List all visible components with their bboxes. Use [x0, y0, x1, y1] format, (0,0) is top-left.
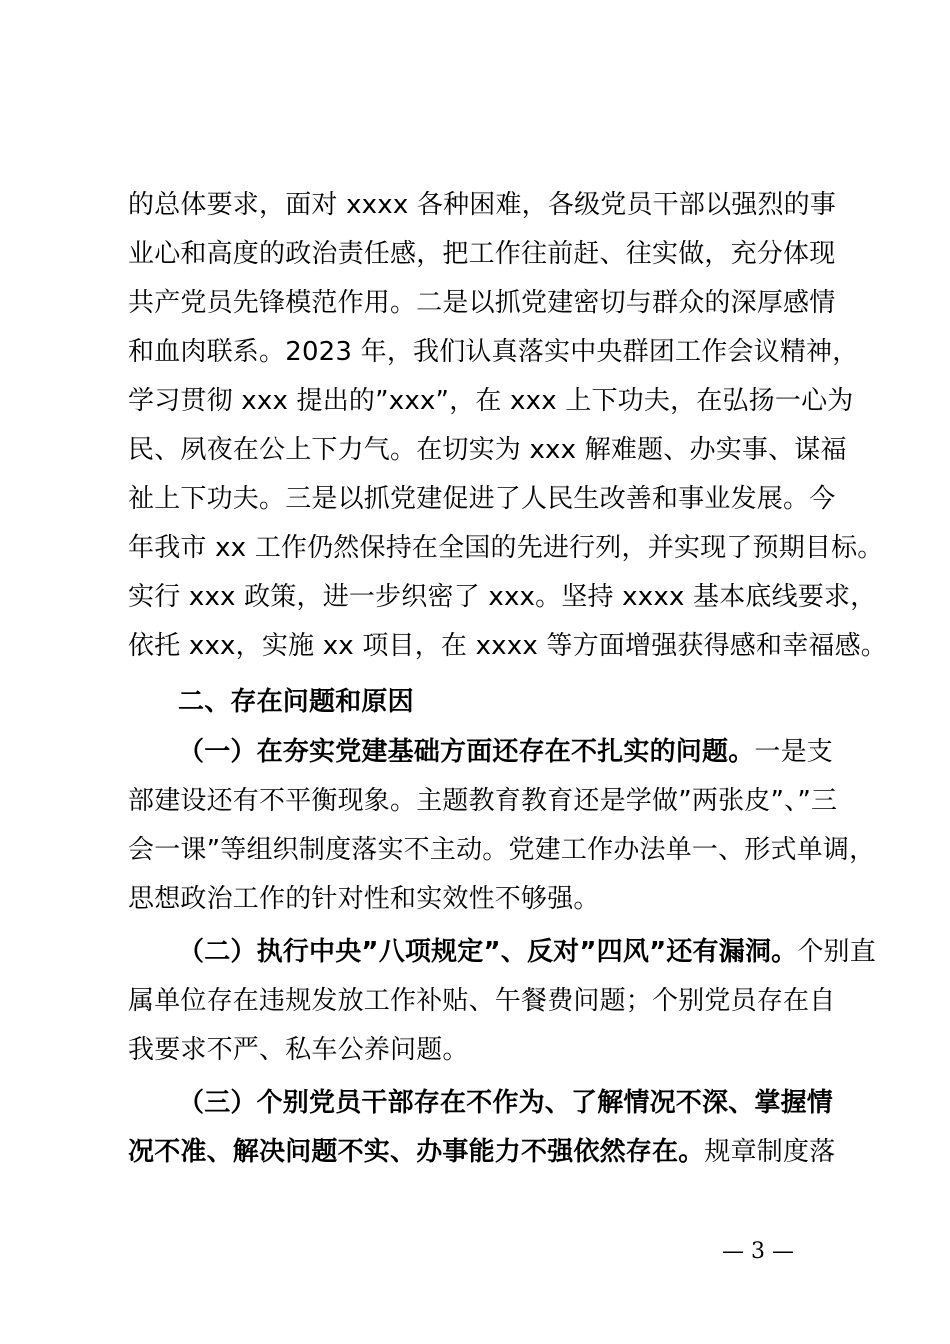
text-line: 的总体要求，面对 xxxx 各种困难，各级党员干部以强烈的事 [128, 190, 837, 220]
text-line: 和血肉联系。2023 年，我们认真落实中央群团工作会议精神， [128, 337, 859, 367]
paragraph-2-lead-rest: 个别直 [797, 937, 876, 967]
text-line: 业心和高度的政治责任感，把工作往前赶、往实做，充分体现 [128, 239, 836, 269]
paragraph-2-bold-lead: （二）执行中央”八项规定”、反对”四风”还有漏洞。 [178, 937, 798, 967]
text-line: 部建设还有不平衡现象。主题教育教育还是学做”两张皮”、”三 [128, 786, 838, 816]
text-line: 属单位存在违规发放工作补贴、午餐费问题；个别党员存在自 [128, 986, 836, 1016]
paragraph-2-first-line [178, 935, 876, 969]
text-line: 实行 xxx 政策，进一步织密了 xxx。坚持 xxxx 基本底线要求， [128, 582, 877, 612]
section-heading: 二、存在问题和原因 [178, 687, 414, 717]
paragraph-3-rest: 规章制度落 [704, 1137, 836, 1167]
text-line: 学习贯彻 xxx 提出的”xxx”，在 xxx 上下功夫，在弘扬一心为 [128, 386, 854, 416]
text-line: 我要求不严、私车公养问题。 [128, 1035, 469, 1065]
paragraph-1-bold-lead: （一）在夯实党建基础方面还存在不扎实的问题。 [178, 737, 755, 767]
text-line: 祉上下功夫。三是以抓党建促进了人民生改善和事业发展。今 [128, 484, 836, 514]
text-line: 依托 xxx，实施 xx 项目，在 xxxx 等方面增强获得感和幸福感。 [128, 631, 888, 661]
text-line: 共产党员先锋模范作用。二是以抓党建密切与群众的深厚感情 [128, 288, 836, 318]
paragraph-1-lead-rest: 一是支 [754, 737, 834, 767]
text-line: 年我市 xx 工作仍然保持在全国的先进行列，并实现了预期目标。 [128, 533, 884, 563]
text-line: 思想政治工作的针对性和实效性不够强。 [128, 884, 600, 914]
paragraph-1-first-line [178, 735, 833, 769]
text-line: 会一课”等组织制度落实不主动。党建工作办法单一、形式单调， [128, 835, 876, 865]
paragraph-3-second-line [128, 1135, 835, 1169]
paragraph-3-first-line: （三）个别党员干部存在不作为、了解情况不深、掌握情 [178, 1088, 834, 1118]
text-line: 民、夙夜在公上下力气。在切实为 xxx 解难题、办实事、谋福 [128, 435, 847, 465]
page-number: — 3 — [722, 1239, 794, 1264]
paragraph-3-bold-continuation: 况不准、解决问题不实、办事能力不强依然存在。 [128, 1137, 705, 1167]
